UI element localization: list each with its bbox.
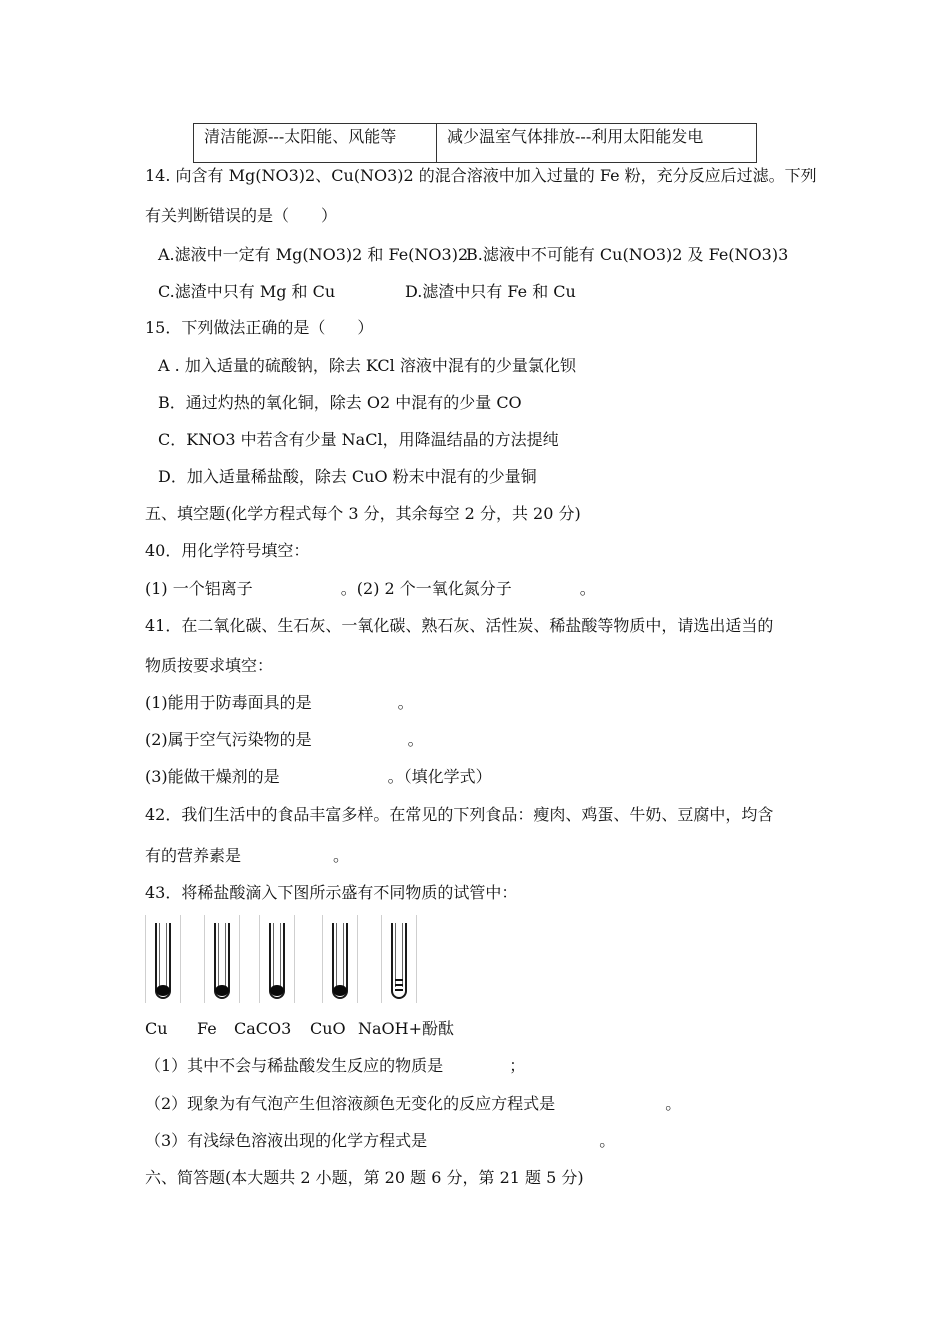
tube-label: CaCO3 xyxy=(234,1019,292,1038)
q41-sub2 xyxy=(145,730,424,750)
q15-stem: 15．下列做法正确的是（ ） xyxy=(145,318,374,337)
tube-label: NaOH+酚酞 xyxy=(358,1019,455,1038)
q41-sub2-end: 。 xyxy=(407,730,424,749)
q15-option-b: B．通过灼热的氧化铜，除去 O2 中混有的少量 CO xyxy=(158,393,522,412)
q41-stem-line1: 41．在二氧化碳、生石灰、一氧化碳、熟石灰、活性炭、稀盐酸等物质中，请选出适当的 xyxy=(145,616,774,635)
table-row xyxy=(194,124,757,163)
q41-stem-line2: 物质按要求填空： xyxy=(145,656,274,675)
q40-end: 。 xyxy=(579,579,596,598)
q41-sub3 xyxy=(145,767,492,787)
test-tube-naoh-phenolphthalein-icon xyxy=(379,915,419,1003)
q15-option-a: A . 加入适量的硫酸钠，除去 KCl 溶液中混有的少量氯化钡 xyxy=(158,356,576,375)
q40-part1: (1) 一个铝离子 xyxy=(145,579,253,598)
q14-option-b: B.滤液中不可能有 Cu(NO3)2 及 Fe(NO3)3 xyxy=(466,245,789,264)
q14-option-d: D.滤渣中只有 Fe 和 Cu xyxy=(405,282,576,301)
q41-sub2-text: (2)属于空气污染物的是 xyxy=(145,730,312,749)
q14-option-a: A.滤液中一定有 Mg(NO3)2 和 Fe(NO3)2 xyxy=(158,245,469,264)
q43-sub3-text: （3）有浅绿色溶液出现的化学方程式是 xyxy=(145,1131,428,1150)
test-tube-cu-icon xyxy=(143,915,183,1003)
q41-sub1-end: 。 xyxy=(397,693,414,712)
q15-option-d: D．加入适量稀盐酸，除去 CuO 粉末中混有的少量铜 xyxy=(158,467,537,486)
q43-sub1-end: ； xyxy=(509,1056,526,1075)
info-table xyxy=(193,123,757,163)
q40-blanks-line xyxy=(145,579,596,599)
tube-label: Cu xyxy=(145,1019,168,1038)
q43-sub3-end: 。 xyxy=(599,1131,616,1150)
table-cell: 清洁能源---太阳能、风能等 xyxy=(194,124,437,163)
test-tube-caco3-icon xyxy=(257,915,297,1003)
q43-sub1-text: （1）其中不会与稀盐酸发生反应的物质是 xyxy=(145,1056,444,1075)
q43-sub2-end: 。 xyxy=(665,1094,682,1113)
q42-stem-line2 xyxy=(145,846,349,866)
q42-line2-text: 有的营养素是 xyxy=(145,846,242,865)
test-tube-cuo-icon xyxy=(320,915,360,1003)
q14-stem-line2: 有关判断错误的是（ ） xyxy=(145,206,338,225)
q43-sub2 xyxy=(145,1094,681,1114)
q14-stem-line1: 14. 向含有 Mg(NO3)2、Cu(NO3)2 的混合溶液中加入过量的 Fe 粉，充分反应后过滤。下列 xyxy=(145,166,817,185)
test-tubes-figure xyxy=(140,915,430,1005)
q42-line2-end: 。 xyxy=(333,846,350,865)
table-cell: 减少温室气体排放---利用太阳能发电 xyxy=(437,124,757,163)
q41-sub3-end: 。（填化学式） xyxy=(387,767,492,786)
q41-sub1-text: (1)能用于防毒面具的是 xyxy=(145,693,312,712)
tube-label: CuO xyxy=(310,1019,346,1038)
q41-sub3-text: (3)能做干燥剂的是 xyxy=(145,767,280,786)
q43-stem: 43．将稀盐酸滴入下图所示盛有不同物质的试管中： xyxy=(145,883,518,902)
q43-sub1 xyxy=(145,1056,525,1076)
q40-part2: 。(2) 2 个一氧化氮分子 xyxy=(340,579,512,598)
q43-sub3 xyxy=(145,1131,615,1151)
section-five-heading: 五、填空题(化学方程式每个 3 分，其余每空 2 分，共 20 分) xyxy=(145,504,581,523)
tube-label: Fe xyxy=(197,1019,217,1038)
q42-stem-line1: 42．我们生活中的食品丰富多样。在常见的下列食品：瘦肉、鸡蛋、牛奶、豆腐中，均含 xyxy=(145,805,774,824)
q43-sub2-text: （2）现象为有气泡产生但溶液颜色无变化的反应方程式是 xyxy=(145,1094,556,1113)
q15-option-c: C．KNO3 中若含有少量 NaCl，用降温结晶的方法提纯 xyxy=(158,430,559,449)
q41-sub1 xyxy=(145,693,414,713)
q40-stem: 40．用化学符号填空： xyxy=(145,541,310,560)
q14-option-c: C.滤渣中只有 Mg 和 Cu xyxy=(158,282,336,301)
test-tube-fe-icon xyxy=(202,915,242,1003)
section-six-heading: 六、简答题(本大题共 2 小题，第 20 题 6 分，第 21 题 5 分) xyxy=(145,1168,584,1187)
